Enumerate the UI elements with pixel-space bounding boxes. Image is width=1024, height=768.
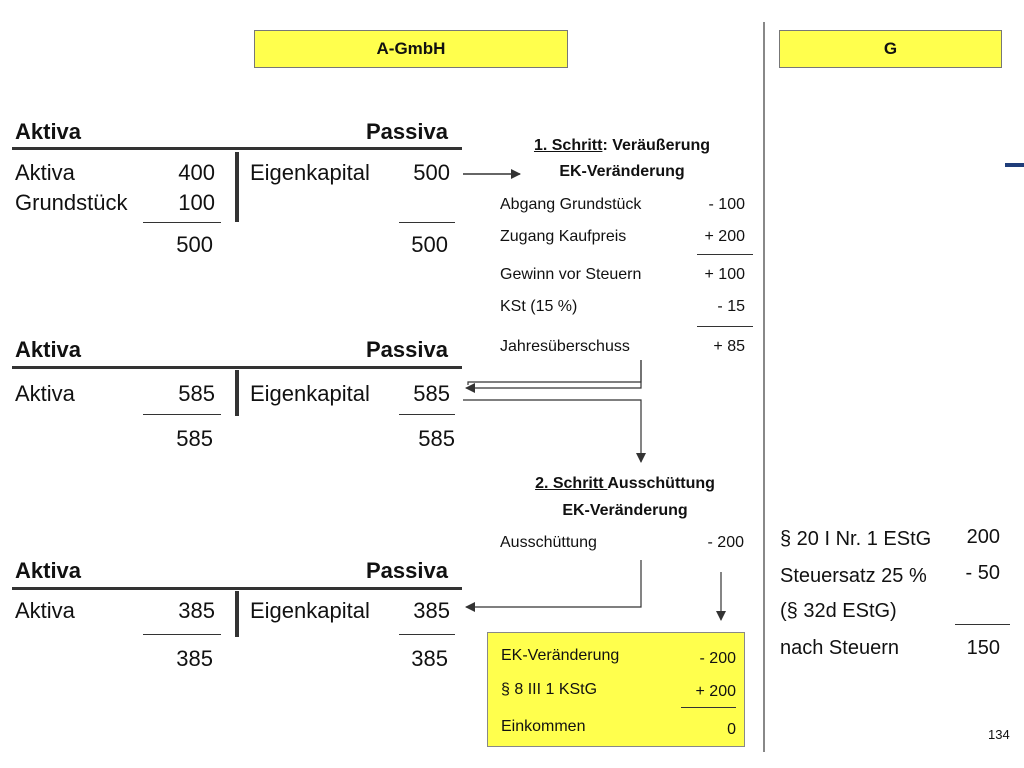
step1-value-2: + 100: [704, 266, 745, 283]
income-value-1: + 200: [695, 683, 736, 700]
step1-label-1: Zugang Kaufpreis: [500, 228, 627, 245]
b3-right-label-0: Eigenkapital: [250, 598, 370, 623]
sh-label-0: § 20 I Nr. 1 EStG: [780, 528, 932, 550]
b1-aktiva-header: Aktiva: [15, 119, 82, 144]
b2-left-label-0: Aktiva: [15, 381, 75, 406]
b1-left-label-0: Aktiva: [15, 160, 75, 185]
sh-label-3: nach Steuern: [780, 637, 899, 659]
b1-right-label-0: Eigenkapital: [250, 160, 370, 185]
step2-title-rest: Ausschüttung: [607, 475, 715, 492]
b2-right-total: 585: [418, 426, 455, 451]
step1-subtitle: EK-Veränderung: [559, 163, 685, 180]
step2-title-underlined: 2. Schritt: [535, 475, 608, 492]
b3-aktiva-header: Aktiva: [15, 558, 82, 583]
step2-value-0: - 200: [707, 534, 744, 551]
income-label-0: EK-Veränderung: [501, 647, 620, 664]
sh-label-2: (§ 32d EStG): [780, 600, 897, 622]
b2-aktiva-header: Aktiva: [15, 337, 82, 362]
step2-label-0: Ausschüttung: [500, 534, 597, 551]
header-g: G: [779, 30, 1002, 68]
sh-value-1: - 50: [965, 562, 1000, 584]
b3-left-label-0: Aktiva: [15, 598, 75, 623]
arrow-balance2-head: [466, 360, 641, 388]
step1-label-0: Abgang Grundstück: [500, 196, 642, 213]
b1-right-value-0: 500: [413, 160, 450, 185]
step1-value-4: + 85: [713, 338, 745, 355]
sh-label-1: Steuersatz 25 %: [780, 565, 927, 587]
sh-value-0: 200: [966, 526, 1000, 548]
step1-label-4: Jahresüberschuss: [500, 338, 630, 355]
b1-left-label-1: Grundstück: [15, 190, 128, 215]
b1-left-total: 500: [176, 232, 213, 257]
b1-right-total: 500: [411, 232, 448, 257]
b2-left-value-0: 585: [178, 381, 215, 406]
b1-left-value-1: 100: [178, 190, 215, 215]
step1-value-3: - 15: [717, 298, 745, 315]
b3-left-value-0: 385: [178, 598, 215, 623]
b2-right-label-0: Eigenkapital: [250, 381, 370, 406]
b2-passiva-header: Passiva: [366, 337, 448, 362]
step1-title-rest: : Veräußerung: [602, 137, 711, 154]
b3-right-value-0: 385: [413, 598, 450, 623]
income-value-0: - 200: [699, 650, 736, 667]
b1-passiva-header: Passiva: [366, 119, 448, 144]
step1-label-2: Gewinn vor Steuern: [500, 266, 642, 283]
page-number: 134: [988, 727, 1010, 742]
step1-label-3: KSt (15 %): [500, 298, 578, 315]
b3-left-total: 385: [176, 646, 213, 671]
b3-passiva-header: Passiva: [366, 558, 448, 583]
income-label-1: § 8 III 1 KStG: [501, 681, 598, 698]
arrow-jue-to-balance2: [468, 360, 641, 385]
income-value-2: 0: [727, 721, 736, 738]
arrow-balance2-to-step2: [463, 400, 641, 462]
step1-title-underlined: 1. Schritt: [533, 137, 603, 154]
step2-subtitle: EK-Veränderung: [562, 502, 688, 519]
b2-right-value-0: 585: [413, 381, 450, 406]
b3-right-total: 385: [411, 646, 448, 671]
arrow-step2-to-balance3: [466, 560, 641, 607]
step1-value-0: - 100: [708, 196, 745, 213]
b2-left-total: 585: [176, 426, 213, 451]
income-label-2: Einkommen: [501, 718, 586, 735]
b1-left-value-0: 400: [178, 160, 215, 185]
header-agmbh: A-GmbH: [254, 30, 568, 68]
sh-value-3: 150: [966, 637, 1000, 659]
step1-value-1: + 200: [704, 228, 745, 245]
